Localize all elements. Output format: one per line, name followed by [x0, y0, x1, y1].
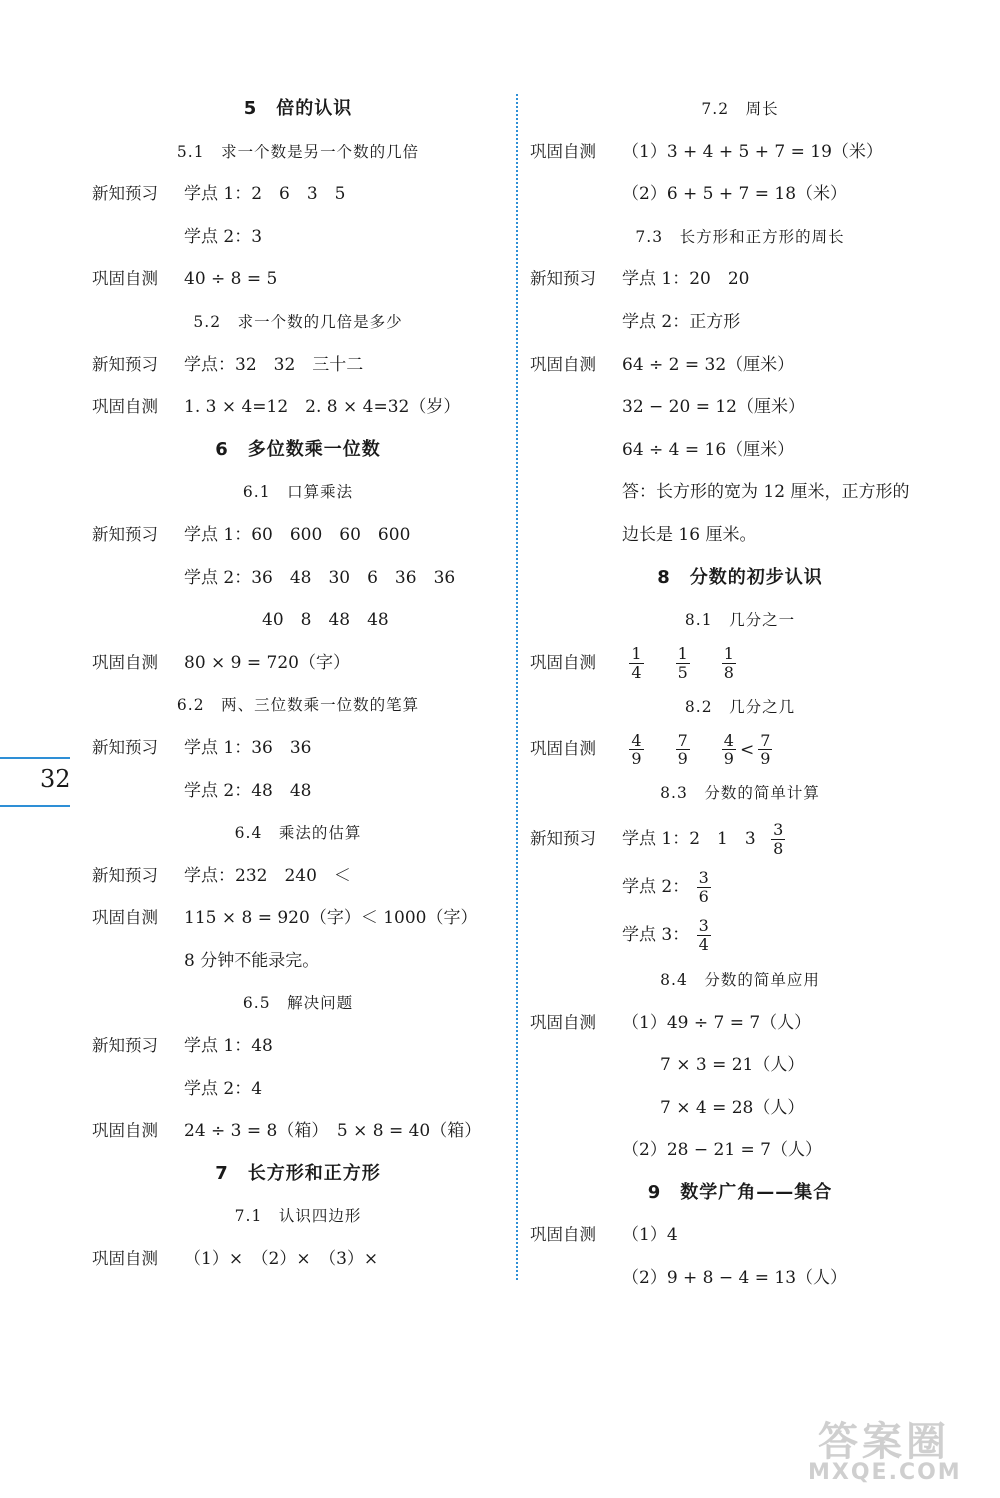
answer-text: 答：长方形的宽为 12 厘米，正方形的: [622, 482, 910, 503]
answer-text: 学点：32 32 三十二: [184, 354, 364, 375]
chapter-5-title: 5 倍的认识: [243, 98, 353, 119]
answer-text: 64 ÷ 2 = 32（厘米）: [622, 354, 795, 375]
section-8-4-selftest-3: [530, 1087, 950, 1130]
section-8-4-selftest-1: [530, 1002, 950, 1045]
left-column: [92, 88, 504, 1281]
page-number: 32: [40, 765, 71, 793]
fraction-list: [627, 645, 738, 681]
fraction-comparison: [720, 729, 775, 772]
fraction: $\frac{3}{8}$: [773, 820, 784, 858]
section-6-1-preview-1: [92, 514, 504, 557]
chapter-7-title: 7 长方形和正方形: [215, 1162, 381, 1184]
answer-text: 学点 3：: [622, 924, 690, 945]
answer-text: 学点 1：2 1 3: [622, 828, 756, 849]
selftest-label: 巩固自测: [530, 141, 596, 161]
section-9-selftest-2: [530, 1257, 950, 1300]
section-6-5-preview-2: [92, 1068, 504, 1111]
section-5-1-preview-1: [92, 173, 504, 216]
answer-text: （1）4: [622, 1225, 678, 1246]
answer-text: 1. 3 × 4=12 2. 8 × 4=32（岁）: [184, 397, 461, 418]
section-7-3-selftest-3: [530, 429, 950, 472]
section-7-3-selftest-4: [530, 471, 950, 514]
answer-text: 115 × 8 = 920（字）＜ 1000（字）: [184, 908, 478, 929]
fraction: $\frac{3}{4}$: [698, 916, 709, 954]
section-8-1-title: 8.1 几分之一: [684, 611, 796, 630]
answer-text: 学点 1：48: [184, 1036, 273, 1057]
section-5-2-preview: [92, 344, 504, 387]
fraction: $\frac{1}{5}$: [677, 644, 688, 682]
section-8-3-preview-2: [530, 863, 950, 911]
section-5-1-selftest: [92, 258, 504, 301]
section-8-3-preview-3: [530, 911, 950, 959]
section-6-2-preview-1: [92, 727, 504, 770]
answer-text: （2）28 − 21 = 7（人）: [622, 1140, 822, 1161]
answer-text: 学点 1：20 20: [622, 269, 750, 290]
section-6-4-selftest: [92, 897, 504, 940]
section-6-4-preview: [92, 855, 504, 898]
section-7-3-selftest-1: [530, 344, 950, 387]
fraction: $\frac{7}{9}$: [677, 730, 688, 769]
page-number-tab: [0, 757, 70, 807]
preview-label: 新知预习: [92, 865, 158, 885]
section-7-3-preview-2: [530, 301, 950, 344]
answer-text: 学点 2：3: [184, 226, 263, 247]
selftest-label: 巩固自测: [530, 739, 596, 759]
selftest-label: 巩固自测: [92, 397, 158, 417]
section-7-3-title: 7.3 长方形和正方形的周长: [635, 227, 845, 246]
answer-text: 学点 1：60 600 60 600: [184, 524, 411, 545]
fraction: $\frac{4}{9}$: [631, 730, 642, 769]
answer-text: 学点 1：2 6 3 5: [184, 184, 346, 205]
section-5-1-preview-2: [92, 216, 504, 259]
answer-text: （1）49 ÷ 7 = 7（人）: [622, 1012, 812, 1033]
selftest-label: 巩固自测: [92, 269, 158, 289]
section-7-2-selftest-1: [530, 131, 950, 174]
section-6-1-preview-2: [92, 557, 504, 600]
watermark-logo: [808, 1410, 978, 1490]
answer-text: 学点 2：正方形: [622, 311, 741, 332]
answer-text: 32 − 20 = 12（厘米）: [622, 397, 805, 418]
section-6-1-title: 6.1 口算乘法: [242, 483, 354, 502]
section-5-1-title: 5.1 求一个数是另一个数的几倍: [176, 142, 420, 161]
answer-text: 7 × 4 = 28（人）: [660, 1097, 805, 1118]
answer-text: 8 分钟不能录完。: [184, 950, 320, 971]
fraction: $\frac{1}{4}$: [631, 644, 642, 682]
fraction-list: [627, 729, 774, 772]
answer-text: 80 × 9 = 720（字）: [184, 652, 350, 673]
section-7-3-selftest-2: [530, 386, 950, 429]
section-9-selftest-1: [530, 1214, 950, 1257]
section-6-5-title: 6.5 解决问题: [242, 994, 354, 1013]
less-than-sign: <: [739, 739, 755, 760]
section-7-3-selftest-5: [530, 514, 950, 557]
watermark-logo-text: 答案圈: [818, 1419, 950, 1465]
section-8-1-selftest: [530, 642, 950, 686]
right-column: [530, 88, 950, 1300]
selftest-label: 巩固自测: [530, 652, 596, 672]
preview-label: 新知预习: [530, 269, 596, 289]
answer-text: （1）3 + 4 + 5 + 7 = 19（米）: [622, 141, 883, 162]
section-8-3-preview-1: [530, 815, 950, 863]
section-8-2-selftest: [530, 728, 950, 772]
selftest-label: 巩固自测: [92, 1121, 158, 1141]
section-7-1-title: 7.1 认识四边形: [234, 1207, 362, 1226]
selftest-label: 巩固自测: [92, 908, 158, 928]
answer-text: 学点 2：36 48 30 6 36 36: [184, 567, 456, 588]
selftest-label: 巩固自测: [530, 1012, 596, 1032]
preview-label: 新知预习: [530, 828, 596, 848]
preview-label: 新知预习: [92, 1036, 158, 1056]
answer-text: （1）× （2）× （3）×: [184, 1249, 379, 1270]
section-5-2-title: 5.2 求一个数的几倍是多少: [193, 312, 403, 331]
section-5-2-selftest: [92, 386, 504, 429]
column-divider: [516, 94, 518, 1280]
chapter-9-title: 9 数学广角——集合: [647, 1181, 833, 1203]
preview-label: 新知预习: [92, 524, 158, 544]
answer-text: 40 8 48 48: [262, 610, 389, 631]
answer-text: 学点 2：: [622, 876, 690, 897]
section-7-3-preview-1: [530, 258, 950, 301]
selftest-label: 巩固自测: [92, 652, 158, 672]
selftest-label: 巩固自测: [92, 1249, 158, 1269]
section-6-5-selftest: [92, 1110, 504, 1153]
answer-text: 24 ÷ 3 = 8（箱） 5 × 8 = 40（箱）: [184, 1121, 482, 1142]
section-6-2-preview-2: [92, 770, 504, 813]
section-7-1-selftest: [92, 1238, 504, 1281]
chapter-6-title: 6 多位数乘一位数: [215, 438, 381, 460]
fraction: $\frac{4}{9}$: [723, 730, 734, 769]
section-8-2-title: 8.2 几分之几: [684, 697, 796, 716]
answer-text: 学点 2：4: [184, 1078, 263, 1099]
answer-text: 学点 1：36 36: [184, 737, 312, 758]
section-6-5-preview-1: [92, 1025, 504, 1068]
section-8-4-selftest-4: [530, 1129, 950, 1172]
preview-label: 新知预习: [92, 737, 158, 757]
section-6-2-title: 6.2 两、三位数乘一位数的笔算: [176, 696, 420, 715]
selftest-label: 巩固自测: [530, 354, 596, 374]
fraction: $\frac{1}{8}$: [723, 644, 734, 682]
selftest-label: 巩固自测: [530, 1225, 596, 1245]
section-8-4-selftest-2: [530, 1044, 950, 1087]
answer-text: 64 ÷ 4 = 16（厘米）: [622, 439, 795, 460]
chapter-8-title: 8 分数的初步认识: [657, 566, 823, 588]
section-7-2-title: 7.2 周长: [701, 100, 779, 118]
section-8-4-title: 8.4 分数的简单应用: [660, 970, 820, 989]
section-6-1-preview-2-cont: [92, 599, 504, 642]
section-8-3-title: 8.3 分数的简单计算: [660, 784, 820, 803]
preview-label: 新知预习: [92, 354, 158, 374]
section-7-2-selftest-2: [530, 173, 950, 216]
answer-text: 7 × 3 = 21（人）: [660, 1055, 805, 1076]
answer-text: 学点：232 240 ＜: [184, 865, 351, 886]
answer-text: 边长是 16 厘米。: [622, 524, 757, 545]
fraction: $\frac{3}{6}$: [698, 868, 709, 906]
answer-text: 40 ÷ 8 = 5: [184, 269, 278, 290]
section-6-4-title: 6.4 乘法的估算: [234, 824, 362, 843]
answer-text: （2）9 + 8 − 4 = 13（人）: [622, 1268, 848, 1289]
section-6-1-selftest: [92, 642, 504, 685]
fraction: $\frac{7}{9}$: [760, 730, 771, 769]
watermark-url: MXQE.COM: [808, 1460, 962, 1485]
answer-text: 学点 2：48 48: [184, 780, 312, 801]
answer-text: （2）6 + 5 + 7 = 18（米）: [622, 184, 848, 205]
preview-label: 新知预习: [92, 184, 158, 204]
section-6-4-selftest-cont: [92, 940, 504, 983]
